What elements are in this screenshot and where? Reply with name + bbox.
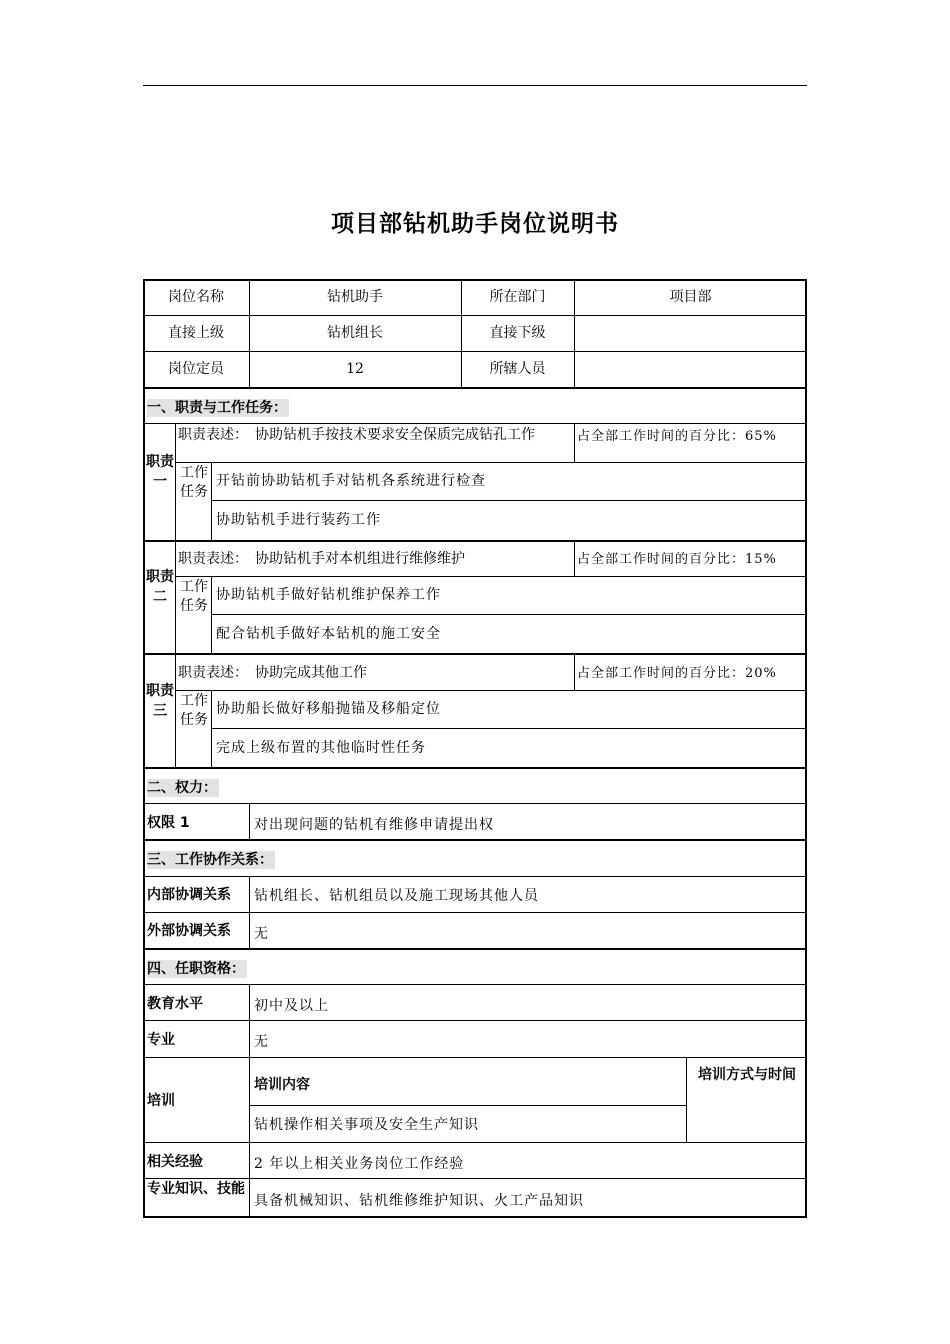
duty-2-time-percent: 占全部工作时间的百分比：15% [577, 552, 777, 567]
internal-relations-label: 内部协调关系 [147, 887, 231, 903]
education-label: 教育水平 [147, 996, 203, 1012]
quota-label: 岗位定员 [168, 361, 224, 377]
duty-3-task-label: 工作任务 [180, 693, 208, 728]
training-method-header: 培训方式与时间 [698, 1067, 796, 1083]
duty-3-time-percent: 占全部工作时间的百分比：20% [577, 666, 777, 681]
duty-2-label: 职责二 [146, 569, 174, 605]
job-description-table [143, 279, 807, 1217]
duty-3-task-1: 协助船长做好移船抛锚及移船定位 [216, 701, 441, 717]
internal-relations-value: 钻机组长、钻机组员以及施工现场其他人员 [254, 888, 539, 904]
experience-label: 相关经验 [147, 1154, 203, 1170]
duty-1-label: 职责一 [146, 454, 174, 490]
page-title: 项目部钻机助手岗位说明书 [331, 211, 619, 237]
duty-2-description: 职责表述： 协助钻机手对本机组进行维修维护 [178, 551, 465, 567]
duty-1-time-percent: 占全部工作时间的百分比：65% [577, 429, 777, 444]
external-relations-label: 外部协调关系 [147, 923, 231, 939]
duty-2-task-2: 配合钻机手做好本钻机的施工安全 [216, 626, 441, 642]
external-relations-value: 无 [254, 926, 268, 942]
major-value: 无 [254, 1034, 268, 1050]
position-name-value: 钻机助手 [327, 289, 383, 305]
skills-label: 专业知识、技能 [147, 1181, 245, 1197]
training-content-header: 培训内容 [254, 1077, 310, 1093]
training-label: 培训 [147, 1093, 175, 1109]
department-label: 所在部门 [489, 289, 546, 305]
power-value: 对出现问题的钻机有维修申请提出权 [254, 817, 494, 833]
education-value: 初中及以上 [254, 998, 329, 1014]
duty-2-task-1: 协助钻机手做好钻机维护保养工作 [216, 587, 441, 603]
position-name-label: 岗位名称 [168, 289, 224, 305]
duty-1-task-1: 开钻前协助钻机手对钻机各系统进行检查 [216, 473, 486, 489]
section-qualifications-heading: 四、任职资格： [147, 961, 245, 977]
department-value: 项目部 [669, 289, 712, 305]
section-power-heading: 二、权力： [147, 780, 217, 796]
skills-value: 具备机械知识、钻机维修维护知识、火工产品知识 [254, 1193, 584, 1209]
header-rule [143, 85, 807, 86]
duty-3-label: 职责三 [146, 683, 174, 719]
superior-label: 直接上级 [168, 325, 224, 341]
duty-1-task-label: 工作任务 [180, 465, 208, 500]
staff-label: 所辖人员 [489, 361, 546, 377]
duty-1-description: 职责表述： 协助钻机手按技术要求安全保质完成钻孔工作 [178, 427, 535, 443]
duty-2-task-label: 工作任务 [180, 579, 208, 614]
experience-value: 2 年以上相关业务岗位工作经验 [254, 1156, 465, 1172]
quota-value: 12 [346, 361, 364, 377]
major-label: 专业 [147, 1032, 175, 1048]
duty-1-task-2: 协助钻机手进行装药工作 [216, 512, 381, 528]
section-duties-heading: 一、职责与工作任务： [147, 400, 287, 416]
training-content-value: 钻机操作相关事项及安全生产知识 [254, 1117, 479, 1133]
subordinate-label: 直接下级 [489, 325, 546, 341]
superior-value: 钻机组长 [327, 325, 383, 341]
section-relations-heading: 三、工作协作关系： [147, 852, 273, 868]
duty-3-task-2: 完成上级布置的其他临时性任务 [216, 740, 426, 756]
power-label: 权限 1 [147, 815, 190, 831]
duty-3-description: 职责表述： 协助完成其他工作 [178, 665, 367, 681]
